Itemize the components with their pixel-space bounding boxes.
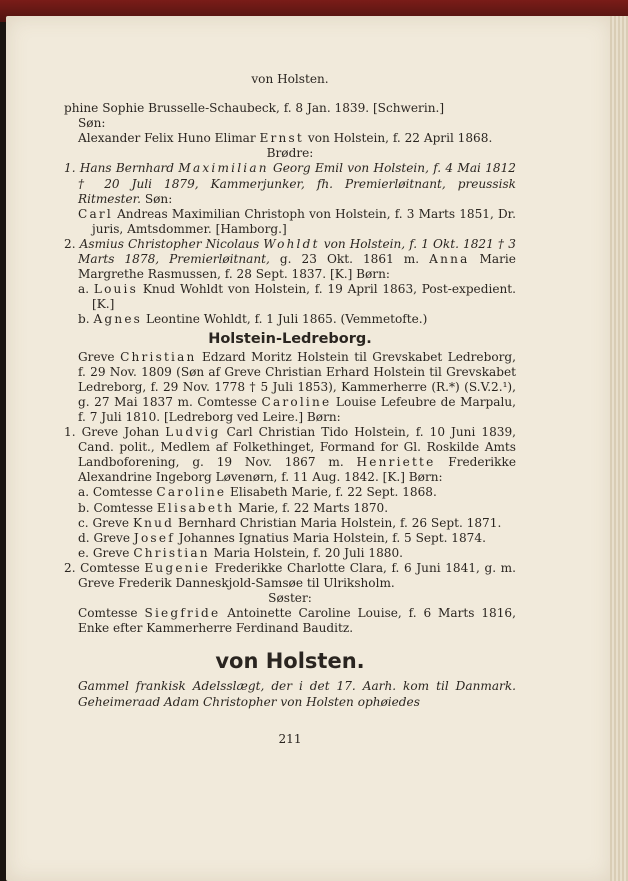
given-name: Maximilian	[178, 161, 269, 176]
list-item: c. Greve Knud Bernhard Christian Maria Holstein, f. 26 Sept. 1871.	[78, 515, 502, 530]
brother-entry-1: 1. Hans Bernhard Maximilian Georg Emil von Holstein, f. 4 Mai 1812 † 20 Juli 1879, Kammerjunker, fh. Premierløitnant, preussisk Ritmester. Søn:	[64, 161, 516, 206]
given-name: Caroline	[261, 394, 332, 409]
given-name: Anna	[429, 252, 470, 267]
given-name: Agnes	[93, 312, 143, 327]
given-name: Caroline	[156, 485, 227, 500]
sister-entry: Comtesse Siegfride Antoinette Caroline Louise, f. 6 Marts 1816, Enke efter Kammerherre Ferdinand Bauditz.	[78, 606, 516, 636]
given-name: Louis	[93, 282, 139, 297]
sister-label: Søster:	[268, 591, 312, 606]
brother-2-child-b: b. Agnes Leontine Wohldt, f. 1 Juli 1865. (Vemmetofte.)	[78, 312, 428, 327]
brother-2-child-a: a. Louis Knud Wohldt von Holstein, f. 19 April 1863, Post-expedient. [K.]	[78, 282, 516, 312]
given-name: Henriette	[356, 455, 436, 470]
given-name: Josef	[133, 530, 175, 545]
grandchildren-list	[64, 485, 516, 560]
brother-entry-2: 2. Asmius Christopher Nicolaus Wohldt von Holstein, f. 1 Okt. 1821 † 3 Marts 1878, Premierløitnant, g. 23 Okt. 1861 m. Anna Marie Margrethe Rasmussen, f. 28 Sept. 1837. [K.] Børn:	[64, 236, 516, 282]
child-entry-1: 1. Greve Johan Ludvig Carl Christian Tido Holstein, f. 10 Juni 1839, Cand. polit., Medlem af Folkethinget, Formand for Gl. Roskilde Amts Landboforening, g. 19 Nov. 1867 m. Henriette Frederikke Alexandrine Ingeborg Løvenørn, f. 11 Aug. 1842. [K.] Børn:	[64, 425, 516, 485]
section-heading-holstein-ledreborg: Holstein-Ledreborg.	[208, 330, 372, 347]
continued-entry-line: phine Sophie Brusselle-Schaubeck, f. 8 Jan. 1839. [Schwerin.]	[64, 101, 445, 116]
brothers-label: Brødre:	[266, 146, 314, 161]
brother-1-son: Carl Andreas Maximilian Christoph von Holstein, f. 3 Marts 1851, Dr. juris, Amtsdommer. [Hamborg.]	[78, 206, 516, 236]
given-name: Ernst	[259, 131, 304, 146]
list-item: a. Comtesse Caroline Elisabeth Marie, f. 22 Sept. 1868.	[78, 485, 437, 500]
section-heading-von-holsten: von Holsten.	[215, 649, 365, 674]
given-name: Elisabeth	[156, 500, 235, 515]
page-edge-gutter	[610, 16, 628, 881]
given-name: Eugenie	[144, 560, 211, 575]
son-entry: Alexander Felix Huno Elimar Ernst von Holstein, f. 22 April 1868.	[78, 131, 493, 146]
list-item: d. Greve Josef Johannes Ignatius Maria Holstein, f. 5 Sept. 1874.	[78, 530, 486, 545]
given-name: Carl	[78, 206, 113, 221]
list-item: b. Comtesse Elisabeth Marie, f. 22 Marts 1870.	[78, 500, 389, 515]
given-name: Knud	[132, 515, 175, 530]
given-name: Siegfride	[144, 606, 221, 621]
list-item: e. Greve Christian Maria Holstein, f. 20 Juli 1880.	[78, 545, 403, 560]
page-content	[64, 72, 516, 747]
given-name: Christian	[133, 545, 210, 560]
given-name: Wohldt	[263, 236, 320, 251]
son-label: Søn:	[78, 116, 106, 131]
given-name: Christian	[120, 349, 197, 364]
given-name: Ludvig	[165, 425, 221, 440]
child-entry-2: 2. Comtesse Eugenie Frederikke Charlotte Clara, f. 6 Juni 1841, g. m. Greve Frederik Danneskjold-Samsøe til Ulriksholm.	[64, 560, 516, 590]
family-intro: Gammel frankisk Adelsslægt, der i det 17. Aarh. kom til Danmark. Geheimeraad Adam Christopher von Holsten ophøiedes	[78, 679, 516, 709]
page-number: 211	[278, 731, 302, 746]
count-entry: Greve Christian Edzard Moritz Holstein til Grevskabet Ledreborg, f. 29 Nov. 1809 (Søn af Greve Christian Erhard Holstein til Grevskabet Ledreborg, f. 29 Nov. 1778 † 5 Juli 1853), Kammerherre (R.*) (S.V.2.¹), g. 27 Mai 1837 m. Comtesse Caroline Louise Lefeubre de Marpalu, f. 7 Juli 1810. [Ledreborg ved Leire.] Børn:	[78, 349, 516, 424]
running-head: von Holsten.	[251, 72, 329, 86]
